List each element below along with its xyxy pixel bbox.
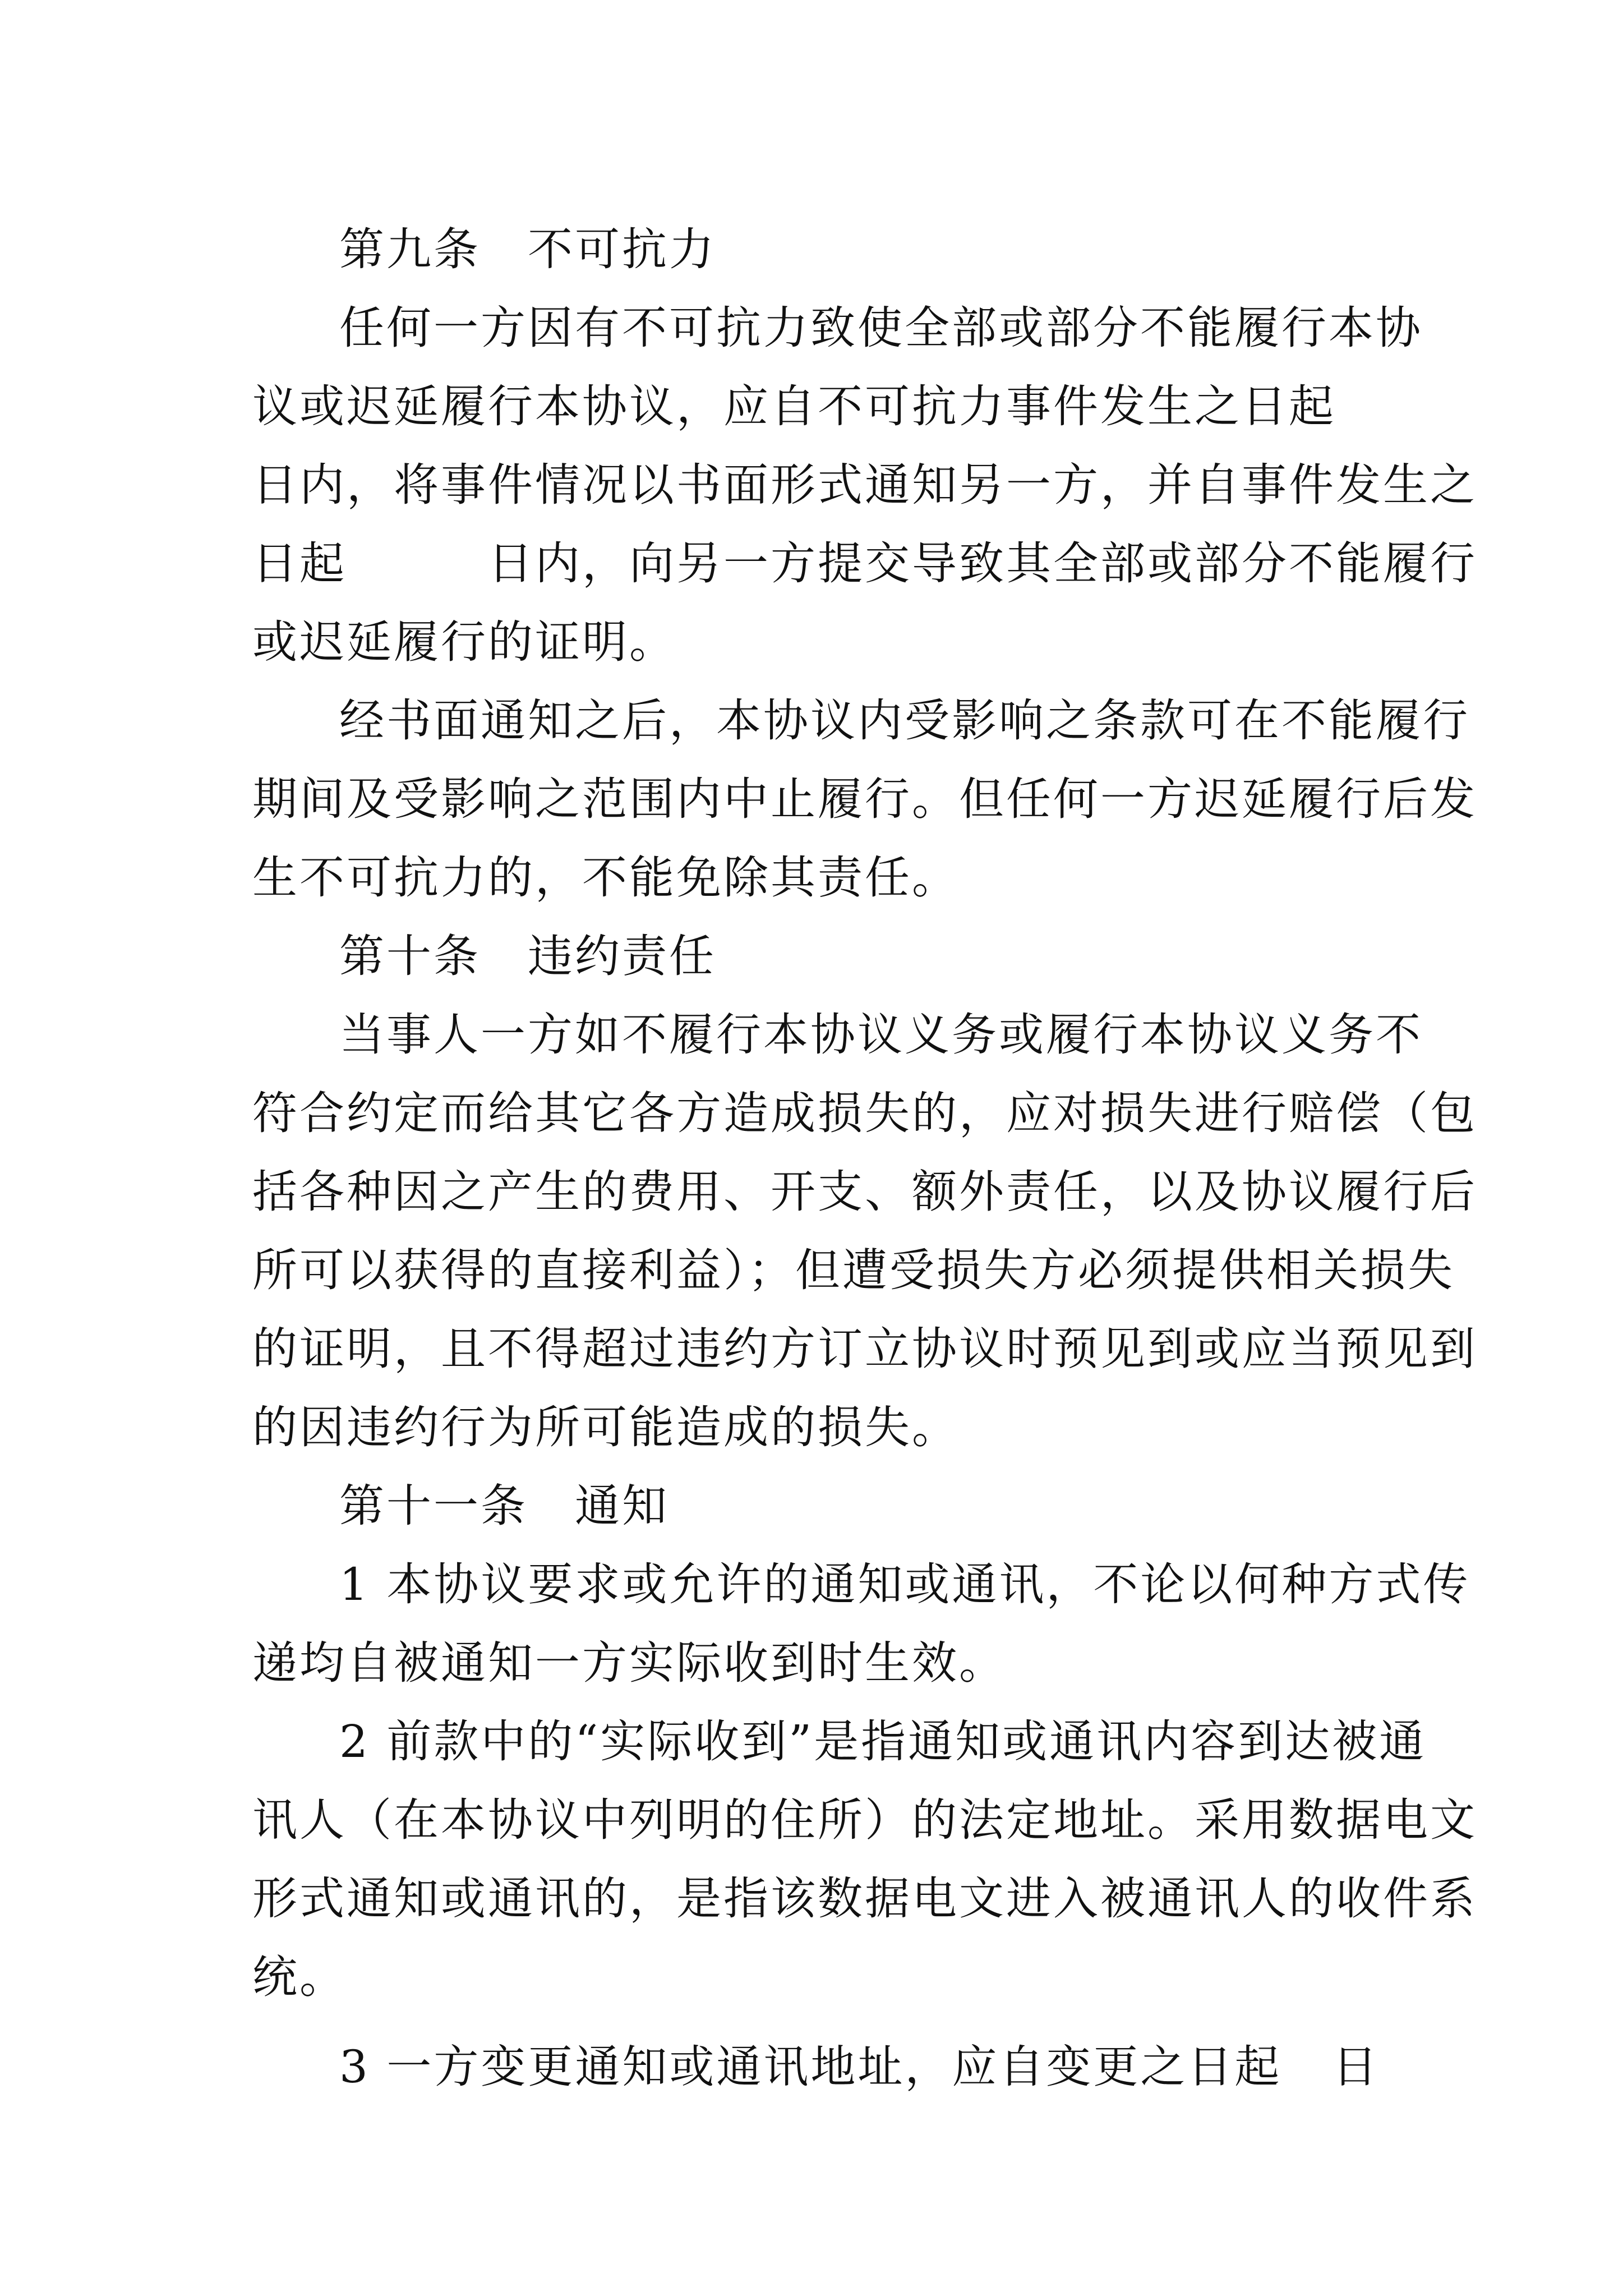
paragraph-line: 2 前款中的“实际收到”是指通知或通讯内容到达被通 bbox=[339, 1715, 1427, 1768]
paragraph-line: 议或迟延履行本协议，应自不可抗力事件发生之日起 bbox=[252, 380, 1336, 432]
paragraph-text: 3 一方变更通知或通讯地址，应自变更之日起 bbox=[339, 2041, 1282, 2093]
paragraph-line: 括各种因之产生的费用、开支、额外责任，以及协议履行后 bbox=[252, 1166, 1477, 1218]
paragraph-line: 讯人（在本协议中列明的住所）的法定地址。采用数据电文 bbox=[252, 1794, 1477, 1846]
paragraph-line: 符合约定而给其它各方造成损失的，应对损失进行赔偿（包 bbox=[252, 1087, 1477, 1139]
paragraph-line: 递均自被通知一方实际收到时生效。 bbox=[252, 1637, 1006, 1689]
paragraph-line: 当事人一方如不履行本协议义务或履行本协议义务不 bbox=[339, 1009, 1423, 1061]
paragraph-line: 任何一方因有不可抗力致使全部或部分不能履行本协 bbox=[339, 302, 1423, 354]
paragraph-line: 统。 bbox=[252, 1951, 347, 2003]
article-11-heading: 第十一条 通知 bbox=[339, 1480, 669, 1532]
paragraph-line: 日内，将事件情况以书面形式通知另一方，并自事件发生之 bbox=[252, 459, 1477, 511]
paragraph-line: 期间及受影响之范围内中止履行。但任何一方迟延履行后发 bbox=[252, 773, 1477, 825]
paragraph-line: 或迟延履行的证明。 bbox=[252, 616, 676, 668]
document-body bbox=[252, 210, 1477, 2106]
paragraph-line: 日起 日内，向另一方提交导致其全部或部分不能履行 bbox=[252, 537, 1477, 590]
paragraph-line-last bbox=[252, 2028, 1380, 2106]
paragraph-line: 生不可抗力的，不能免除其责任。 bbox=[252, 852, 959, 904]
article-9-heading: 第九条 不可抗力 bbox=[339, 223, 716, 275]
paragraph-line: 的证明，且不得超过违约方订立协议时预见到或应当预见到 bbox=[252, 1323, 1477, 1375]
paragraph-text-end: 日 bbox=[1332, 2041, 1380, 2093]
paragraph-line: 的因违约行为所可能造成的损失。 bbox=[252, 1401, 959, 1453]
paragraph-line: 1 本协议要求或允许的通知或通讯，不论以何种方式传 bbox=[339, 1558, 1470, 1611]
paragraph-line: 形式通知或通讯的，是指该数据电文进入被通讯人的收件系 bbox=[252, 1872, 1477, 1925]
paragraph-line: 经书面通知之后，本协议内受影响之条款可在不能履行 bbox=[339, 694, 1470, 747]
article-10-heading: 第十条 违约责任 bbox=[339, 930, 716, 982]
paragraph-line: 所可以获得的直接利益）；但遭受损失方必须提供相关损失 bbox=[252, 1244, 1455, 1296]
